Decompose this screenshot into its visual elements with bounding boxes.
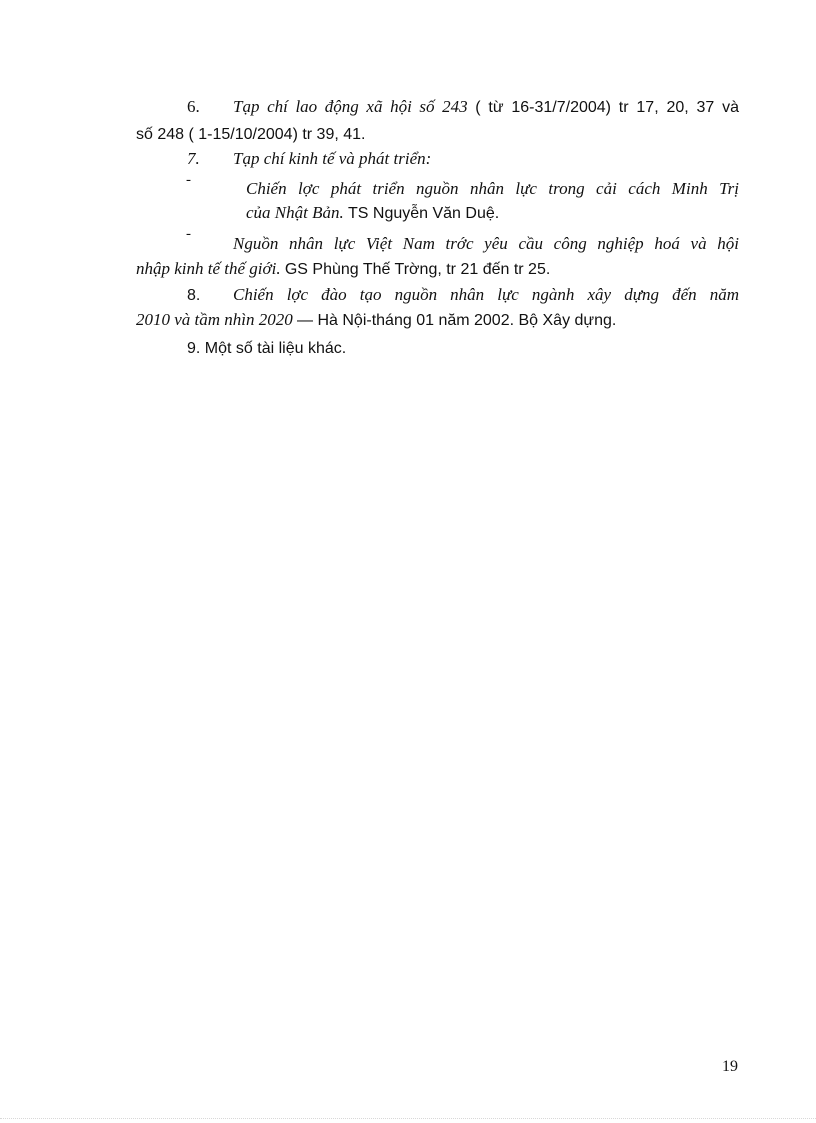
reference-8-title-line2: 2010 và tầm nhìn 2020 (136, 310, 293, 329)
sub-1-author: TS Nguyễn Văn Duệ. (348, 205, 500, 222)
sub-2-author: GS Phùng Thế Trờng, tr 21 đến tr 25. (284, 261, 551, 278)
reference-7 (187, 148, 431, 170)
sub-2-title-line1: Nguồn nhân lực Việt Nam trớc yêu cầu công nghiệp hoá và hội (233, 234, 739, 253)
reference-8-title-line1: Chiến lợc đào tạo nguồn nhân lực ngành xây dựng đến năm (233, 285, 739, 304)
reference-6-line1 (136, 96, 739, 119)
sub-1-bullet: - (186, 172, 191, 188)
sub-1-title-line1: Chiến lợc phát triển nguồn nhân lực trong cải cách Minh Trị (246, 179, 739, 198)
reference-9 (187, 337, 346, 360)
sub-1-line1 (246, 178, 739, 200)
sub-2-bullet: - (186, 226, 191, 242)
reference-6-line2 (136, 123, 365, 146)
reference-6-continuation: số 248 ( 1-15/10/2004) tr 39, 41. (136, 126, 366, 143)
reference-7-title: Tạp chí kinh tế và phát triển: (233, 149, 432, 168)
sub-2-line1 (233, 233, 739, 255)
reference-7-number: 7. (187, 149, 200, 168)
sub-2-line2 (136, 258, 550, 281)
reference-8-line1 (136, 284, 739, 307)
page-bottom-divider (0, 1118, 816, 1119)
reference-8-detail: — Hà Nội-tháng 01 năm 2002. Bộ Xây dựng. (297, 312, 617, 329)
reference-8-number: 8. (187, 287, 201, 304)
reference-9-text: 9. Một số tài liệu khác. (187, 340, 347, 357)
reference-6-number: 6. (187, 97, 200, 116)
sub-1-title-line2: của Nhật Bản. (246, 203, 344, 222)
sub-2-title-line2: nhập kinh tế thế giới. (136, 259, 281, 278)
reference-6-detail: ( từ 16-31/7/2004) tr 17, 20, 37 và (475, 99, 740, 116)
page-number: 19 (722, 1058, 738, 1075)
reference-8-line2 (136, 309, 616, 332)
sub-1-line2 (246, 202, 499, 225)
reference-6-title: Tạp chí lao động xã hội số 243 (233, 97, 468, 116)
